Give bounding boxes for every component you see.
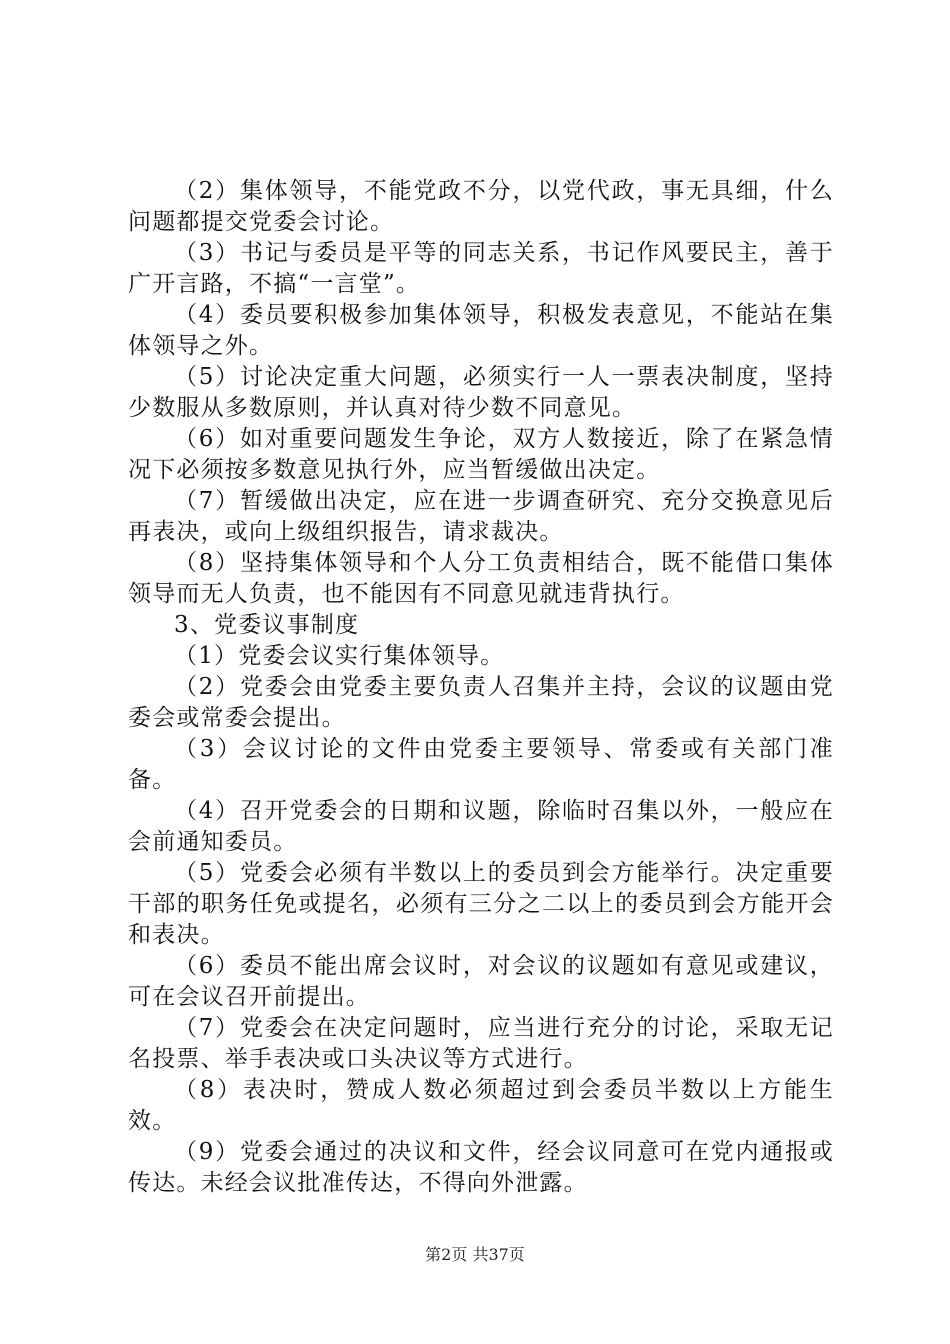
paragraph: （8）坚持集体领导和个人分工负责相结合，既不能借口集体领导而无人负责，也不能因有不同意见就违背执行。 xyxy=(128,550,834,607)
paragraph: （9）党委会通过的决议和文件，经会议同意可在党内通报或传达。未经会议批准传达，不得向外泄露。 xyxy=(128,1139,834,1196)
paragraph: （7）党委会在决定问题时，应当进行充分的讨论，采取无记名投票、举手表决或口头决议等方式进行。 xyxy=(128,1015,834,1072)
paragraph: （5）党委会必须有半数以上的委员到会方能举行。决定重要干部的职务任免或提名，必须有三分之二以上的委员到会方能开会和表决。 xyxy=(128,860,834,948)
section-heading: 3、党委议事制度 xyxy=(174,612,360,638)
paragraph: （2）集体领导，不能党政不分，以党代政，事无具细，什么问题都提交党委会讨论。 xyxy=(128,178,834,235)
paragraph: （5）讨论决定重大问题，必须实行一人一票表决制度，坚持少数服从多数原则，并认真对待少数不同意见。 xyxy=(128,364,834,421)
paragraph: （4）委员要积极参加集体领导，积极发表意见，不能站在集体领导之外。 xyxy=(128,302,834,359)
paragraph: （3）会议讨论的文件由党委主要领导、常委或有关部门准备。 xyxy=(128,736,834,793)
page-number-footer: 第2页 共37页 xyxy=(425,1245,525,1264)
paragraph: （8）表决时，赞成人数必须超过到会委员半数以上方能生效。 xyxy=(128,1077,834,1134)
document-body xyxy=(128,176,834,1199)
paragraph: （2）党委会由党委主要负责人召集并主持，会议的议题由党委会或常委会提出。 xyxy=(128,674,834,731)
paragraph: （6）如对重要问题发生争论，双方人数接近，除了在紧急情况下必须按多数意见执行外，应当暂缓做出决定。 xyxy=(128,426,834,483)
paragraph: （4）召开党委会的日期和议题，除临时召集以外，一般应在会前通知委员。 xyxy=(128,798,834,855)
paragraph: （7）暂缓做出决定，应在进一步调查研究、充分交换意见后再表决，或向上级组织报告，请求裁决。 xyxy=(128,488,834,545)
paragraph: （6）委员不能出席会议时，对会议的议题如有意见或建议，可在会议召开前提出。 xyxy=(128,953,834,1010)
paragraph: （3）书记与委员是平等的同志关系，书记作风要民主，善于广开言路，不搞“一言堂”。 xyxy=(128,240,834,297)
paragraph: （1）党委会议实行集体领导。 xyxy=(174,643,505,669)
